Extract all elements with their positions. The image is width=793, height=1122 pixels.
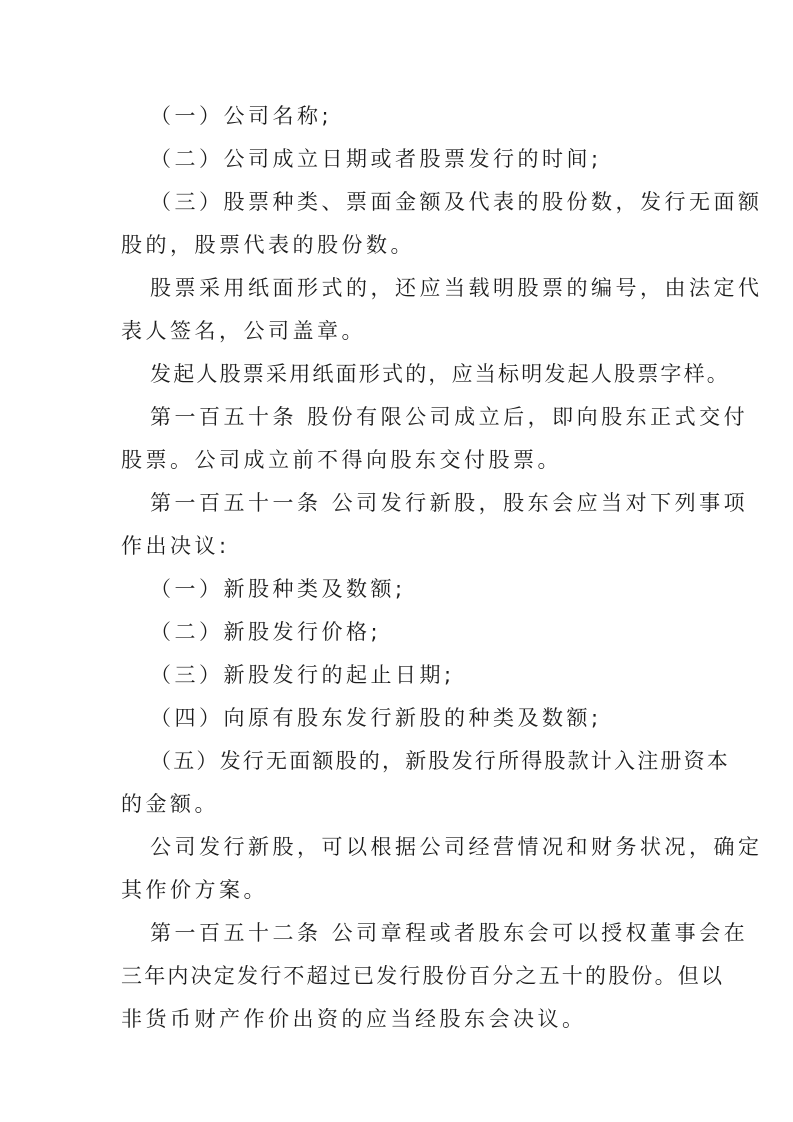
text-line: （五）发行无面额股的，新股发行所得股款计入注册资本 (150, 749, 730, 773)
text-line: 股票。公司成立前不得向股东交付股票。 (121, 448, 562, 472)
text-line: 其作价方案。 (121, 878, 268, 902)
text-line: （三）新股发行的起止日期; (150, 663, 455, 687)
text-line: 第一百五十条 股份有限公司成立后，即向股东正式交付 (150, 405, 749, 429)
text-line: 发起人股票采用纸面形式的，应当标明发起人股票字样。 (150, 362, 730, 386)
text-line: （三）股票种类、票面金额及代表的股份数，发行无面额 (150, 190, 763, 214)
text-line: （一）新股种类及数额; (150, 577, 406, 601)
text-line: 股的，股票代表的股份数。 (121, 233, 415, 257)
text-line: （四）向原有股东发行新股的种类及数额; (150, 706, 602, 730)
text-line: 第一百五十一条 公司发行新股，股东会应当对下列事项 (150, 491, 749, 515)
text-line: 三年内决定发行不超过已发行股份百分之五十的股份。但以 (121, 964, 725, 988)
text-line: 表人签名，公司盖章。 (121, 319, 366, 343)
text-line: （一）公司名称; (150, 104, 333, 128)
text-line: 非货币财产作价出资的应当经股东会决议。 (121, 1007, 587, 1031)
text-line: 股票采用纸面形式的，还应当载明股票的编号，由法定代 (150, 276, 763, 300)
text-line: 的金额。 (121, 792, 219, 816)
text-line: 第一百五十二条 公司章程或者股东会可以授权董事会在 (150, 921, 749, 945)
text-line: 公司发行新股，可以根据公司经营情况和财务状况，确定 (150, 835, 763, 859)
text-line: （二）公司成立日期或者股票发行的时间; (150, 147, 602, 171)
text-line: 作出决议: (121, 534, 230, 558)
text-line: （二）新股发行价格; (150, 620, 382, 644)
